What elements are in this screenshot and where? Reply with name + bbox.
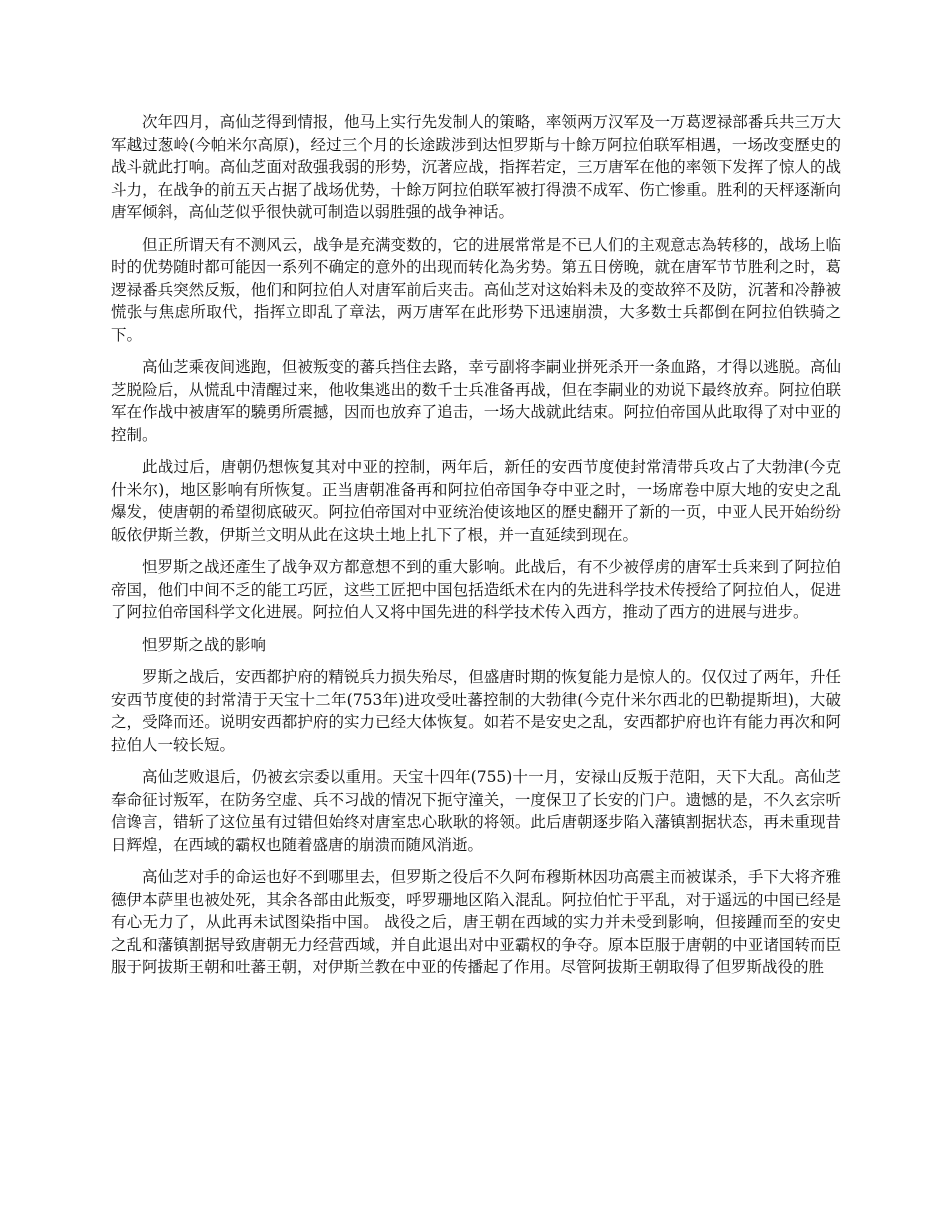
document-body <box>111 111 841 989</box>
paragraph: 高仙芝乘夜间逃跑，但被叛变的蕃兵挡住去路，幸亏副将李嗣业拼死杀开一条血路，才得以逃脱。高仙芝脱险后，从慌乱中清醒过来，他收集逃出的数千士兵准备再战，但在李嗣业的劝说下最终放弃。阿拉伯联军在作战中被唐军的驍勇所震撼，因而也放弃了追击，一场大战就此结束。阿拉伯帝国从此取得了对中亚的控制。 <box>111 358 841 444</box>
paragraph: 但正所谓天有不测风云，战争是充满变数的，它的进展常常是不已人们的主观意志為转移的，战场上临时的优势随时都可能因一系列不确定的意外的出现而转化為劣势。第五日傍晚，就在唐军节节胜利之时，葛逻禄番兵突然反叛，他们和阿拉伯人对唐军前后夹击。高仙芝对这始料未及的变故猝不及防，沉著和冷静被慌张与焦虑所取代，指挥立即乱了章法，两万唐军在此形势下迅速崩溃，大多数士兵都倒在阿拉伯铁骑之下。 <box>111 235 841 344</box>
paragraph: 此战过后，唐朝仍想恢复其对中亚的控制，两年后，新任的安西节度使封常清带兵攻占了大勃津(今克什米尔)，地区影响有所恢复。正当唐朝准备再和阿拉伯帝国争夺中亚之时，一场席卷中原大地的安史之乱爆发，使唐朝的希望彻底破灭。阿拉伯帝国对中亚统治使该地区的歷史翻开了新的一页，中亚人民开始纷纷皈依伊斯兰教，伊斯兰文明从此在这块土地上扎下了根，并一直延续到现在。 <box>111 458 841 544</box>
paragraph: 高仙芝败退后，仍被玄宗委以重用。天宝十四年(755)十一月，安禄山反叛于范阳，天下大乱。高仙芝奉命征讨叛军，在防务空虚、兵不习战的情况下扼守潼关，一度保卫了长安的门户。遗憾的是，不久玄宗听信谗言，错斩了这位虽有过错但始终对唐室忠心耿耿的将领。此后唐朝逐步陷入藩镇割据状态，再未重现昔日辉煌，在西域的霸权也随着盛唐的崩溃而随风消逝。 <box>111 768 841 854</box>
paragraph: 罗斯之战后，安西都护府的精锐兵力损失殆尽，但盛唐时期的恢复能力是惊人的。仅仅过了两年，升任安西节度使的封常清于天宝十二年(753年)进攻受吐蕃控制的大勃律(今克什米尔西北的巴勒提斯坦)，大破之，受降而还。说明安西都护府的实力已经大体恢复。如若不是安史之乱，安西都护府也许有能力再次和阿拉伯人一较长短。 <box>111 668 841 754</box>
paragraph: 怛罗斯之战还產生了战争双方都意想不到的重大影响。此战后，有不少被俘虏的唐军士兵来到了阿拉伯帝国，他们中间不乏的能工巧匠，这些工匠把中国包括造纸术在内的先进科学技术传授给了阿拉伯人，促进了阿拉伯帝国科学文化进展。阿拉伯人又将中国先进的科学技术传入西方，推动了西方的进展与进步。 <box>111 558 841 621</box>
paragraph: 高仙芝对手的命运也好不到哪里去，但罗斯之役后不久阿布穆斯林因功高震主而被谋杀，手下大将齐雅德伊本萨里也被处死，其余各部由此叛变，呼罗珊地区陷入混乱。阿拉伯忙于平乱，对于遥远的中国已经是有心无力了，从此再未试图染指中国。 战役之后，唐王朝在西域的实力并未受到影响，但接踵而至的安史之乱和藩镇割据导致唐朝无力经营西域，并自此退出对中亚霸权的争夺。原本臣服于唐朝的中亚诸国转而臣服于阿拔斯王朝和吐蕃王朝，对伊斯兰教在中亚的传播起了作用。尽管阿拔斯王朝取得了但罗斯战役的胜 <box>111 868 841 976</box>
paragraph: 次年四月，高仙芝得到情报，他马上实行先发制人的策略，率领两万汉军及一万葛逻禄部番兵共三万大军越过葱岭(今帕米尔高原)，经过三个月的长途跋涉到达怛罗斯与十餘万阿拉伯联军相遇，一场改变歷史的战斗就此打响。高仙芝面对敌强我弱的形势，沉著应战，指挥若定，三万唐军在他的率领下发挥了惊人的战斗力，在战争的前五天占据了战场优势，十餘万阿拉伯联军被打得溃不成军、伤亡惨重。胜利的天枰逐渐向唐军倾斜，高仙芝似乎很快就可制造以弱胜强的战争神话。 <box>111 113 841 221</box>
section-heading: 怛罗斯之战的影响 <box>142 635 267 654</box>
